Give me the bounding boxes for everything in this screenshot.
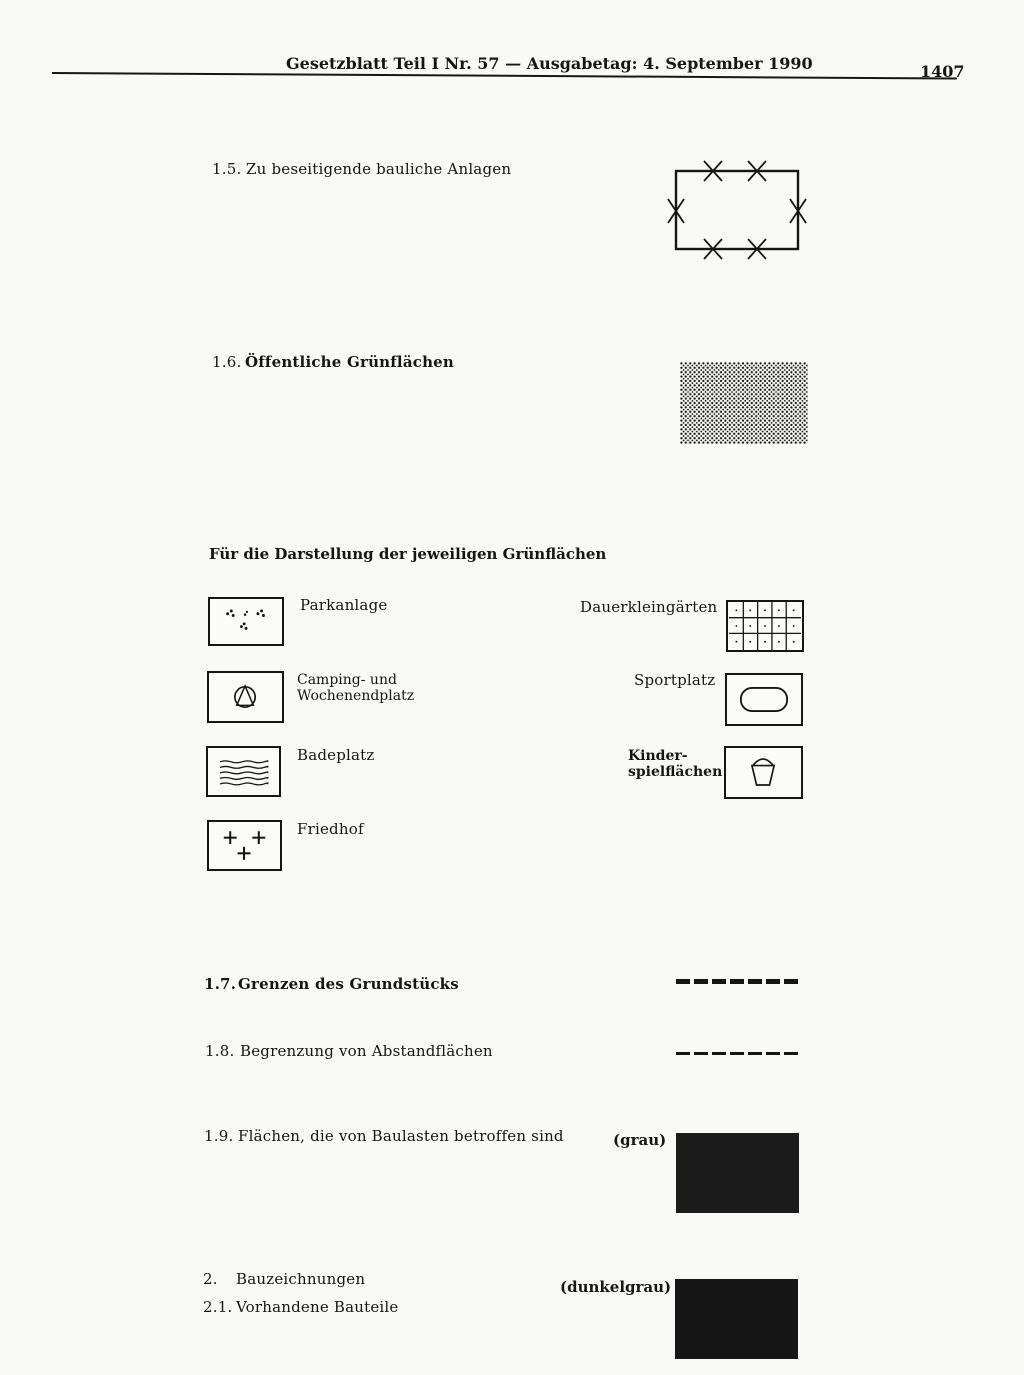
green-areas-intro: Für die Darstellung der jeweiligen Grünflächen — [209, 545, 607, 563]
kinder-label-line2: spielflächen — [628, 764, 723, 780]
setback-boundary-line — [676, 1050, 800, 1058]
camping-label-line1: Camping- und — [297, 672, 397, 688]
page-header-title: Gesetzblatt Teil I Nr. 57 — Ausgabetag: 4. September 1990 — [286, 54, 813, 73]
item-1-5-number: 1.5. — [212, 160, 242, 178]
camping-symbol — [207, 671, 284, 723]
dauerkleingaerten-label: Dauerkleingärten — [580, 598, 718, 616]
parkanlage-label: Parkanlage — [300, 596, 388, 614]
crosses-icon — [209, 822, 280, 869]
item-1-8-label: Begrenzung von Abstandflächen — [240, 1042, 493, 1060]
existing-parts-swatch — [675, 1279, 798, 1359]
kinder-label-line1: Kinder- — [628, 748, 688, 764]
item-1-6-label: Öffentliche Grünflächen — [245, 353, 455, 371]
camping-label — [297, 672, 414, 704]
item-2-1-number: 2.1. — [203, 1298, 233, 1316]
property-boundary-line — [676, 977, 800, 987]
friedhof-label: Friedhof — [297, 820, 364, 838]
item-1-9-label: Flächen, die von Baulasten betroffen sind — [238, 1127, 564, 1145]
playground-symbol — [724, 746, 803, 799]
sportplatz-label: Sportplatz — [634, 671, 716, 689]
item-2-number: 2. — [203, 1270, 218, 1288]
header-rule — [52, 72, 957, 80]
item-1-7-number: 1.7. — [204, 975, 237, 993]
badeplatz-label: Badeplatz — [297, 746, 375, 764]
item-2-1-label: Vorhandene Bauteile — [236, 1298, 399, 1316]
item-1-8-number: 1.8. — [205, 1042, 235, 1060]
demolition-symbol — [660, 155, 810, 265]
item-1-5-label: Zu beseitigende bauliche Anlagen — [246, 160, 512, 178]
item-2-label: Bauzeichnungen — [236, 1270, 366, 1288]
item-1-9-number: 1.9. — [204, 1127, 234, 1145]
cemetery-symbol — [207, 820, 282, 871]
allotment-grid-icon — [728, 602, 802, 650]
bucket-icon — [726, 748, 801, 797]
page-number: 1407 — [920, 62, 965, 81]
park-symbol — [208, 597, 284, 646]
item-1-7-label: Grenzen des Grundstücks — [238, 975, 459, 993]
tent-icon — [209, 673, 282, 721]
sports-field-icon — [727, 675, 801, 724]
item-2-note: (dunkelgrau) — [560, 1278, 672, 1296]
allotment-symbol — [726, 600, 804, 652]
item-1-6-number: 1.6. — [212, 353, 242, 371]
bathing-symbol — [206, 746, 281, 797]
waves-icon — [208, 748, 279, 795]
easement-area-swatch — [676, 1133, 799, 1213]
camping-label-line2: Wochenendplatz — [297, 688, 415, 704]
sports-symbol — [725, 673, 803, 726]
public-green-dotted-area — [680, 362, 808, 444]
park-dots-icon — [210, 599, 282, 644]
kinder-label — [628, 748, 722, 780]
item-1-9-note: (grau) — [613, 1131, 667, 1149]
